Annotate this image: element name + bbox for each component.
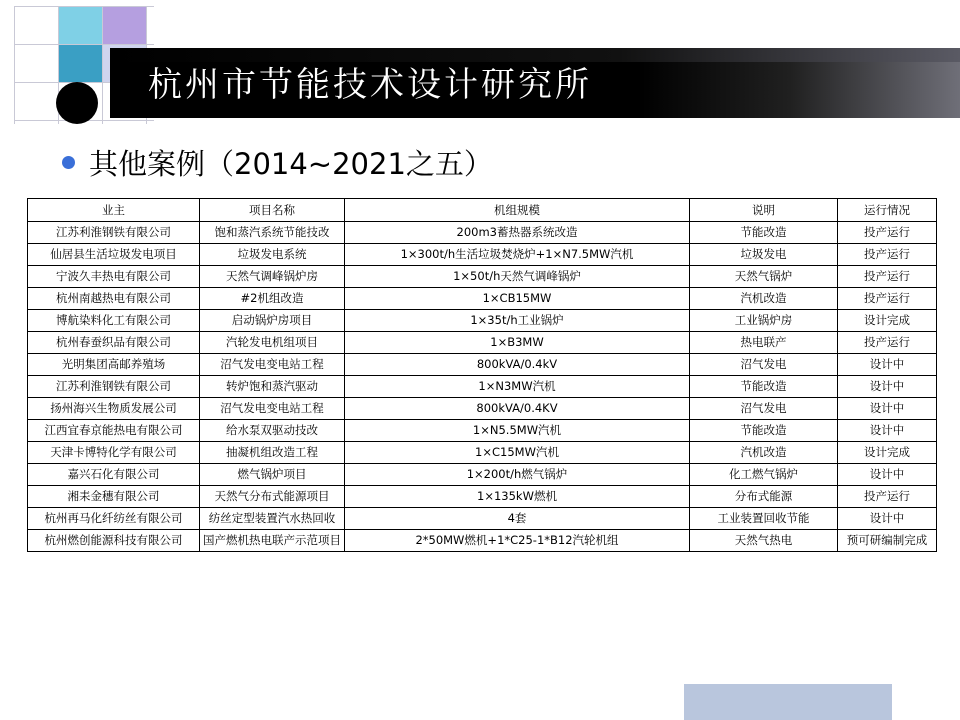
table-row	[28, 288, 937, 310]
table-cell: 天然气热电	[690, 530, 838, 552]
table-header-cell: 项目名称	[200, 199, 345, 222]
table-cell: 杭州再马化纤纺丝有限公司	[28, 508, 200, 530]
table-cell: 江西宜春京能热电有限公司	[28, 420, 200, 442]
table-cell: 200m3蓄热器系统改造	[345, 222, 690, 244]
table-cell: 沼气发电变电站工程	[200, 398, 345, 420]
table-cell: 嘉兴石化有限公司	[28, 464, 200, 486]
table-cell: 2*50MW燃机+1*C25-1*B12汽轮机组	[345, 530, 690, 552]
table-row	[28, 222, 937, 244]
table-cell: 饱和蒸汽系统节能技改	[200, 222, 345, 244]
table-cell: 汽机改造	[690, 288, 838, 310]
table-cell: 扬州海兴生物质发展公司	[28, 398, 200, 420]
table-cell: 投产运行	[838, 332, 937, 354]
table-cell: 化工燃气锅炉	[690, 464, 838, 486]
table-cell: 4套	[345, 508, 690, 530]
table-cell: 沼气发电	[690, 354, 838, 376]
table-header-cell: 说明	[690, 199, 838, 222]
decorative-square	[59, 7, 102, 44]
table-cell: 节能改造	[690, 376, 838, 398]
table-cell: 分布式能源	[690, 486, 838, 508]
table-cell: 设计完成	[838, 310, 937, 332]
table-cell: 工业锅炉房	[690, 310, 838, 332]
decorative-square	[59, 45, 102, 82]
table-header-cell: 业主	[28, 199, 200, 222]
table-cell: 设计中	[838, 354, 937, 376]
table-cell: 给水泵双驱动技改	[200, 420, 345, 442]
table-row	[28, 332, 937, 354]
table-row	[28, 266, 937, 288]
table-cell: 1×N3MW汽机	[345, 376, 690, 398]
table-cell: 杭州春蚕织品有限公司	[28, 332, 200, 354]
table-row	[28, 244, 937, 266]
table-cell: 纺丝定型装置汽水热回收	[200, 508, 345, 530]
table-cell: 江苏利淮钢铁有限公司	[28, 222, 200, 244]
table-cell: 汽机改造	[690, 442, 838, 464]
table-cell: 800kVA/0.4KV	[345, 398, 690, 420]
table-cell: 转炉饱和蒸汽驱动	[200, 376, 345, 398]
table-cell: 湘耒金穗有限公司	[28, 486, 200, 508]
bullet-dot-icon	[62, 156, 75, 169]
table-cell: 800kVA/0.4kV	[345, 354, 690, 376]
table-cell: #2机组改造	[200, 288, 345, 310]
table-cell: 1×CB15MW	[345, 288, 690, 310]
table-body	[28, 222, 937, 552]
table-cell: 光明集团高邮养殖场	[28, 354, 200, 376]
table-cell: 垃圾发电系统	[200, 244, 345, 266]
table-cell: 投产运行	[838, 266, 937, 288]
table-cell: 天津卡博特化学有限公司	[28, 442, 200, 464]
section-heading-label: 其他案例（2014~2021之五）	[89, 147, 493, 181]
table-cell: 沼气发电变电站工程	[200, 354, 345, 376]
table-cell: 国产燃机热电联产示范项目	[200, 530, 345, 552]
table-header-row	[28, 199, 937, 222]
table-cell: 1×35t/h工业锅炉	[345, 310, 690, 332]
table-cell: 投产运行	[838, 288, 937, 310]
decorative-square	[103, 7, 146, 44]
table-cell: 节能改造	[690, 222, 838, 244]
table-cell: 1×200t/h燃气锅炉	[345, 464, 690, 486]
table-cell: 投产运行	[838, 222, 937, 244]
table-cell: 沼气发电	[690, 398, 838, 420]
table-cell: 天然气调峰锅炉房	[200, 266, 345, 288]
table-cell: 燃气锅炉项目	[200, 464, 345, 486]
cases-table-wrapper	[27, 198, 936, 552]
table-cell: 1×C15MW汽机	[345, 442, 690, 464]
table-cell: 节能改造	[690, 420, 838, 442]
footer-decoration	[684, 684, 892, 720]
table-cell: 仙居县生活垃圾发电项目	[28, 244, 200, 266]
table-cell: 1×50t/h天然气调峰锅炉	[345, 266, 690, 288]
table-cell: 博航染料化工有限公司	[28, 310, 200, 332]
table-cell: 宁波久丰热电有限公司	[28, 266, 200, 288]
table-row	[28, 376, 937, 398]
table-row	[28, 508, 937, 530]
table-cell: 1×N5.5MW汽机	[345, 420, 690, 442]
table-row	[28, 354, 937, 376]
table-cell: 投产运行	[838, 486, 937, 508]
table-row	[28, 442, 937, 464]
table-row	[28, 486, 937, 508]
table-cell: 垃圾发电	[690, 244, 838, 266]
table-cell: 抽凝机组改造工程	[200, 442, 345, 464]
table-cell: 热电联产	[690, 332, 838, 354]
table-cell: 设计中	[838, 376, 937, 398]
table-cell: 江苏利淮钢铁有限公司	[28, 376, 200, 398]
table-cell: 天然气锅炉	[690, 266, 838, 288]
table-row	[28, 398, 937, 420]
table-header-cell: 运行情况	[838, 199, 937, 222]
page-title: 杭州市节能技术设计研究所	[148, 65, 592, 105]
table-header-cell: 机组规模	[345, 199, 690, 222]
section-heading	[62, 142, 493, 183]
table-cell: 启动锅炉房项目	[200, 310, 345, 332]
table-cell: 设计中	[838, 464, 937, 486]
cases-table	[27, 198, 937, 552]
table-cell: 1×300t/h生活垃圾焚烧炉+1×N7.5MW汽机	[345, 244, 690, 266]
table-cell: 预可研编制完成	[838, 530, 937, 552]
table-cell: 杭州燃创能源科技有限公司	[28, 530, 200, 552]
table-row	[28, 420, 937, 442]
table-cell: 1×B3MW	[345, 332, 690, 354]
table-row	[28, 464, 937, 486]
table-row	[28, 530, 937, 552]
table-row	[28, 310, 937, 332]
table-cell: 工业装置回收节能	[690, 508, 838, 530]
decorative-circle	[56, 82, 98, 124]
table-cell: 设计中	[838, 420, 937, 442]
table-cell: 1×135kW燃机	[345, 486, 690, 508]
table-cell: 设计中	[838, 398, 937, 420]
table-cell: 设计中	[838, 508, 937, 530]
table-cell: 天然气分布式能源项目	[200, 486, 345, 508]
table-cell: 投产运行	[838, 244, 937, 266]
table-cell: 杭州南越热电有限公司	[28, 288, 200, 310]
decorative-square	[15, 7, 58, 44]
table-cell: 设计完成	[838, 442, 937, 464]
table-cell: 汽轮发电机组项目	[200, 332, 345, 354]
